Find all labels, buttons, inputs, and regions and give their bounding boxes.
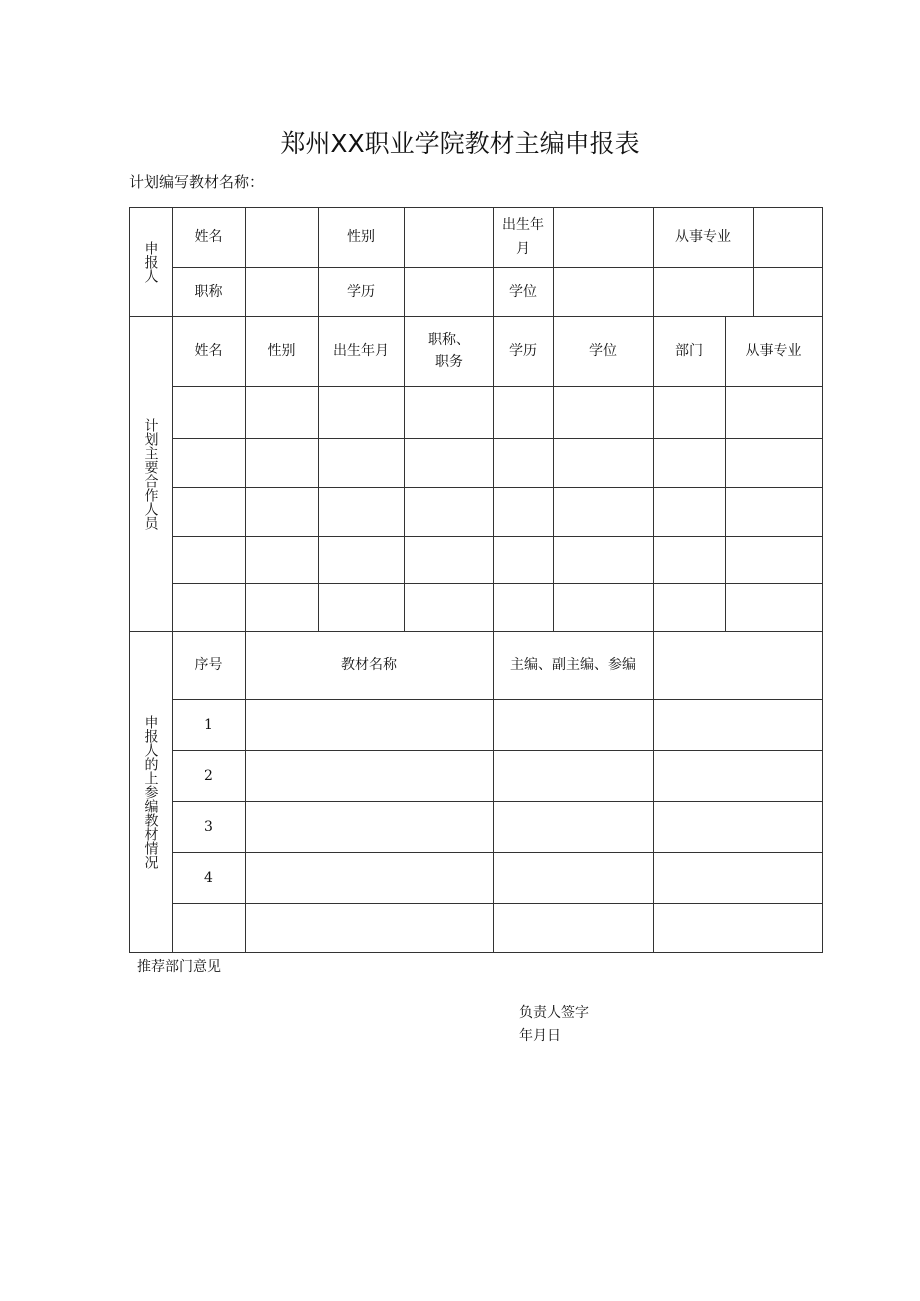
major-field[interactable] bbox=[753, 207, 822, 267]
collab-row[interactable] bbox=[172, 438, 822, 487]
collab-row[interactable] bbox=[172, 386, 822, 438]
collab-header-birth: 出生年月 bbox=[333, 343, 389, 359]
history-header-textbook-name: 教材名称 bbox=[341, 657, 397, 673]
collaborators-section-label: 计划主要合作人员 bbox=[142, 418, 159, 530]
birth-label: 出生年月 bbox=[502, 217, 544, 257]
gender-label: 性别 bbox=[347, 229, 375, 245]
history-row[interactable] bbox=[245, 699, 822, 750]
textbook-history-section-label: 申报人的上参编教材情况 bbox=[142, 715, 159, 869]
collab-row[interactable] bbox=[172, 487, 822, 536]
name-field[interactable] bbox=[245, 207, 318, 267]
history-row-index: 4 bbox=[204, 869, 213, 886]
education-label: 学历 bbox=[347, 283, 375, 300]
collab-header-major: 从事专业 bbox=[745, 343, 802, 359]
collab-header-name: 姓名 bbox=[194, 343, 223, 359]
education-field[interactable] bbox=[404, 267, 493, 316]
history-header-extra bbox=[653, 631, 822, 699]
degree-label: 学位 bbox=[509, 283, 537, 300]
history-row[interactable] bbox=[245, 750, 822, 801]
history-header-index: 序号 bbox=[194, 657, 223, 673]
history-row[interactable] bbox=[245, 852, 822, 903]
degree-extra-field-2[interactable] bbox=[753, 267, 822, 316]
date-label: 年月日 bbox=[519, 1028, 561, 1044]
collab-row[interactable] bbox=[172, 583, 822, 631]
collab-header-department: 部门 bbox=[675, 343, 703, 359]
title-field[interactable] bbox=[245, 267, 318, 316]
degree-field[interactable] bbox=[553, 267, 653, 316]
title-label: 职称 bbox=[194, 283, 223, 300]
gender-field[interactable] bbox=[404, 207, 493, 267]
signature-label: 负责人签字 bbox=[519, 1005, 589, 1021]
history-header-role: 主编、副主编、参编 bbox=[510, 657, 636, 673]
history-row-index: 2 bbox=[204, 767, 213, 784]
major-label: 从事专业 bbox=[675, 229, 731, 245]
collab-header-gender: 性别 bbox=[267, 343, 296, 359]
birth-field[interactable] bbox=[553, 207, 653, 267]
collab-header-title: 职称、职务 bbox=[428, 332, 470, 370]
name-label: 姓名 bbox=[194, 229, 223, 245]
department-opinion-label: 推荐部门意见 bbox=[137, 959, 221, 975]
collab-header-degree: 学位 bbox=[589, 343, 617, 359]
collab-row[interactable] bbox=[172, 536, 822, 583]
history-row[interactable] bbox=[245, 801, 822, 852]
page-title: 郑州XX职业学院教材主编申报表 bbox=[280, 129, 640, 158]
degree-extra-field[interactable] bbox=[653, 267, 753, 316]
textbook-name-label: 计划编写教材名称： bbox=[129, 173, 265, 191]
history-row-index: 1 bbox=[204, 716, 213, 733]
collab-header-education: 学历 bbox=[509, 343, 537, 359]
history-row-index: 3 bbox=[204, 818, 213, 835]
history-row[interactable] bbox=[172, 903, 822, 952]
applicant-section-label: 申报人 bbox=[142, 241, 159, 283]
